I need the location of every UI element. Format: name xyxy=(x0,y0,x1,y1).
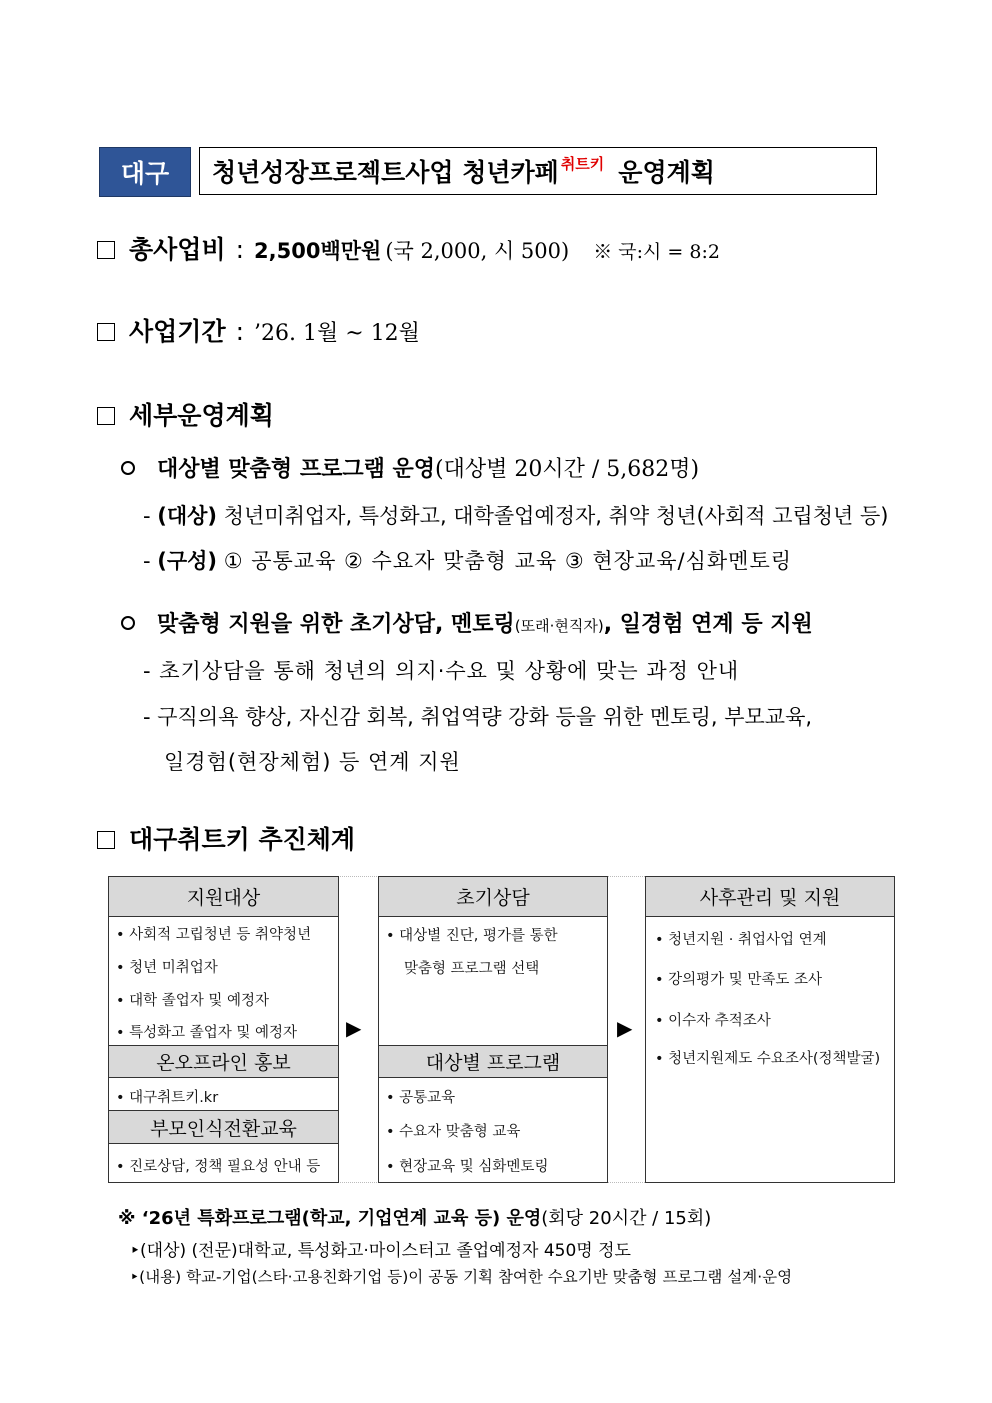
circle-bullet-icon xyxy=(121,461,135,475)
composition-label: (구성) xyxy=(157,549,218,573)
period-line xyxy=(97,312,420,348)
col1-item: • 청년 미취업자 xyxy=(116,960,218,976)
system-heading-text: 대구취트키 추진체계 xyxy=(129,825,356,854)
checkbox-square-icon xyxy=(97,241,115,259)
period-label: 사업기간 xyxy=(129,317,226,346)
note-target: ‣(대상) (전문)대학교, 특성화고·마이스터고 졸업예정자 450명 정도 xyxy=(130,1241,631,1261)
section1-target xyxy=(143,500,889,530)
col1-sub1-header: 온오프라인 홍보 xyxy=(108,1045,339,1078)
section2-title-small: (또래·현직자) xyxy=(514,617,604,635)
period-value: ’26. 1월 ~ 12월 xyxy=(254,321,420,346)
col1-sub2-item: • 진로상담, 정책 필요성 안내 등 xyxy=(116,1159,321,1175)
section2-bullet1: - 초기상담을 통해 청년의 의지·수요 및 상황에 맞는 과정 안내 xyxy=(143,659,740,683)
checkbox-square-icon xyxy=(97,407,115,425)
region-tag: 대구 xyxy=(99,147,191,197)
budget-label: 총사업비 xyxy=(129,235,226,264)
page-title xyxy=(199,147,877,195)
arrow-right-icon: ▶ xyxy=(617,1016,633,1040)
arrow-right-icon: ▶ xyxy=(346,1016,362,1040)
section1-title-text: 대상별 맞춤형 프로그램 운영 xyxy=(157,457,436,482)
section2-title xyxy=(121,607,813,638)
section2-bullet2-line2: 일경험(현장체험) 등 연계 지원 xyxy=(164,750,461,774)
section2-title-b: , 일경험 연계 등 지원 xyxy=(603,612,813,637)
colon: : xyxy=(235,317,245,346)
circle-bullet-icon xyxy=(121,616,135,630)
special-program-note xyxy=(118,1204,711,1230)
note-main: ※ ‘26년 특화프로그램(학교, 기업연계 교육 등) 운영 xyxy=(118,1208,542,1229)
plan-heading-text: 세부운영계획 xyxy=(129,401,274,430)
col2-sub-header: 대상별 프로그램 xyxy=(378,1045,608,1078)
col1-sub1-item: • 대구취트키.kr xyxy=(116,1090,219,1106)
budget-detail: (국 2,000, 시 500) xyxy=(385,239,570,263)
budget-line xyxy=(97,230,720,266)
composition-text: ① 공통교육 ② 수요자 맞춤형 교육 ③ 현장교육/심화멘토링 xyxy=(223,549,793,573)
col2-sub-item: • 수요자 맞춤형 교육 xyxy=(386,1124,521,1140)
note-detail: (회당 20시간 / 15회) xyxy=(541,1208,712,1229)
colon: : xyxy=(235,235,245,264)
col2-item: 맞춤형 프로그램 선택 xyxy=(404,961,540,977)
target-label: (대상) xyxy=(157,504,218,528)
section1-title-detail: (대상별 20시간 / 5,682명) xyxy=(435,457,700,482)
col3-item: • 청년지원제도 수요조사(정책발굴) xyxy=(655,1051,881,1067)
title-main: 청년성장프로젝트사업 청년카페 xyxy=(212,158,559,187)
title-tail: 운영계획 xyxy=(618,158,715,187)
checkbox-square-icon xyxy=(97,831,115,849)
col2-header: 초기상담 xyxy=(378,876,608,917)
checkbox-square-icon xyxy=(97,323,115,341)
col1-sub2-header: 부모인식전환교육 xyxy=(108,1110,339,1144)
col1-item: • 사회적 고립청년 등 취약청년 xyxy=(116,927,312,943)
target-text: 청년미취업자, 특성화고, 대학졸업예정자, 취약 청년(사회적 고립청년 등) xyxy=(223,504,889,528)
col3-item: • 이수자 추적조사 xyxy=(655,1013,771,1029)
section2-title-a: 맞춤형 지원을 위한 초기상담, 멘토링 xyxy=(157,612,515,637)
col2-sub-item: • 공통교육 xyxy=(386,1090,456,1106)
dash: - xyxy=(143,549,158,573)
system-heading xyxy=(97,820,355,856)
section2-bullet2-line1: - 구직의욕 향상, 자신감 회복, 취업역량 강화 등을 위한 멘토링, 부모교육, xyxy=(143,705,813,729)
title-sup: 취트키 xyxy=(560,154,605,173)
budget-value: 2,500백만원 xyxy=(254,239,382,263)
col3-header: 사후관리 및 지원 xyxy=(645,876,895,917)
budget-ratio: ※ 국:시 = 8:2 xyxy=(593,241,720,263)
col2-sub-item: • 현장교육 및 심화멘토링 xyxy=(386,1159,549,1175)
col3-item: • 강의평가 및 만족도 조사 xyxy=(655,972,823,988)
col3-item: • 청년지원 · 취업사업 연계 xyxy=(655,932,827,948)
section1-title xyxy=(121,452,699,483)
col1-item: • 대학 졸업자 및 예정자 xyxy=(116,993,270,1009)
plan-heading xyxy=(97,396,274,432)
col1-item: • 특성화고 졸업자 및 예정자 xyxy=(116,1025,298,1041)
dash: - xyxy=(143,504,158,528)
col2-item: • 대상별 진단, 평가를 통한 xyxy=(386,928,558,944)
section1-composition xyxy=(143,545,792,575)
note-content: ‣(내용) 학교-기업(스타·고용친화기업 등)이 공동 기획 참여한 수요기반 맞춤형 프로그램 설계·운영 xyxy=(130,1268,793,1286)
col1-header: 지원대상 xyxy=(108,876,339,917)
